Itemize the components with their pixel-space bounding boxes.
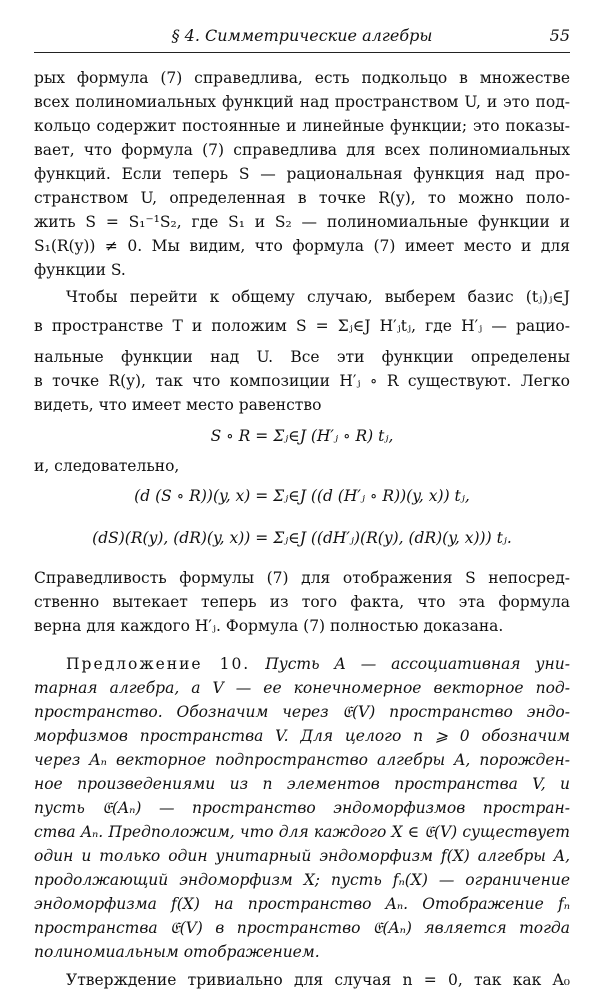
proposition-text: Пусть A — ассоциативная уни-	[265, 655, 570, 673]
text-line: в точке R(y), так что композиции H′ⱼ ∘ R существуют. Легко	[34, 372, 570, 390]
text-line: видеть, что имеет место равенство	[34, 396, 322, 414]
text-line: вает, что формула (7) справедлива для всех полиномиальных	[34, 141, 570, 159]
text-line: функции S.	[34, 261, 126, 279]
text-line: продолжающий эндоморфизм X; пусть fₙ(X) — ограничение	[34, 871, 570, 889]
page-number: 55	[549, 26, 570, 45]
text-line: и, следовательно,	[34, 457, 180, 475]
equation: S ∘ R = Σⱼ∈J (H′ⱼ ∘ R) tⱼ,	[210, 427, 394, 445]
text-line: всех полиномиальных функций над пространством U, и это под-	[34, 93, 570, 111]
text-line: в пространстве T и положим S = Σⱼ∈J H′ⱼtⱼ, где H′ⱼ — рацио-	[34, 317, 570, 335]
proposition-label: Предложение 10.	[66, 655, 251, 673]
text-line: ное произведениями из n элементов пространства V, и	[34, 775, 570, 793]
header-rule	[34, 52, 570, 53]
text-line: ственно вытекает теперь из того факта, что эта формула	[34, 593, 570, 611]
proposition-heading-line	[66, 652, 570, 676]
text-line: пространства 𝔈(V) в пространство 𝔈(Aₙ) является тогда	[34, 919, 570, 937]
text-line: рых формула (7) справедлива, есть подкольцо в множестве	[34, 69, 570, 87]
text-line: эндоморфизма f(X) на пространство Aₙ. Отображение fₙ	[34, 895, 570, 913]
text-line: морфизмов пространства V. Для целого n ⩾ 0 обозначим	[34, 727, 570, 745]
section-title: § 4. Симметрические алгебры	[171, 26, 433, 45]
text-line: странством U, определенная в точке R(y), то можно поло-	[34, 189, 570, 207]
text-line: нальные функции над U. Все эти функции определены	[34, 348, 570, 366]
text-line: верна для каждого H′ⱼ. Формула (7) полностью доказана.	[34, 617, 504, 635]
running-header	[34, 26, 570, 48]
text-line: ства Aₙ. Предположим, что для каждого X ∈ 𝔈(V) существует	[34, 823, 570, 841]
text-line: Справедливость формулы (7) для отображения S непосред-	[34, 569, 570, 587]
text-line: полиномиальным отображением.	[34, 943, 320, 961]
text-line: S₁(R(y)) ≠ 0. Мы видим, что формула (7) имеет место и для	[34, 237, 570, 255]
text-line: тарная алгебра, а V — ее конечномерное векторное под-	[34, 679, 570, 697]
text-line: Чтобы перейти к общему случаю, выберем базис (tⱼ)ⱼ∈J	[66, 288, 570, 306]
text-line: пусть 𝔈(Aₙ) — пространство эндоморфизмов простран-	[34, 799, 570, 817]
text-line: Утверждение тривиально для случая n = 0, так как A₀	[66, 971, 570, 989]
text-line: жить S = S₁⁻¹S₂, где S₁ и S₂ — полиномиальные функции и	[34, 213, 570, 231]
text-line: кольцо содержит постоянные и линейные функции; это показы-	[34, 117, 570, 135]
equation: (dS)(R(y), (dR)(y, x)) = Σⱼ∈J ((dH′ⱼ)(R(y), (dR)(y, x))) tⱼ.	[92, 529, 512, 547]
text-line: через Aₙ векторное подпространство алгебры A, порожден-	[34, 751, 570, 769]
text-line: функций. Если теперь S — рациональная функция над про-	[34, 165, 570, 183]
equation: (d (S ∘ R))(y, x) = Σⱼ∈J ((d (H′ⱼ ∘ R))(y, x)) tⱼ,	[134, 487, 470, 505]
text-line: один и только один унитарный эндоморфизм f(X) алгебры A,	[34, 847, 570, 865]
text-line: пространство. Обозначим через 𝔈(V) пространство эндо-	[34, 703, 570, 721]
